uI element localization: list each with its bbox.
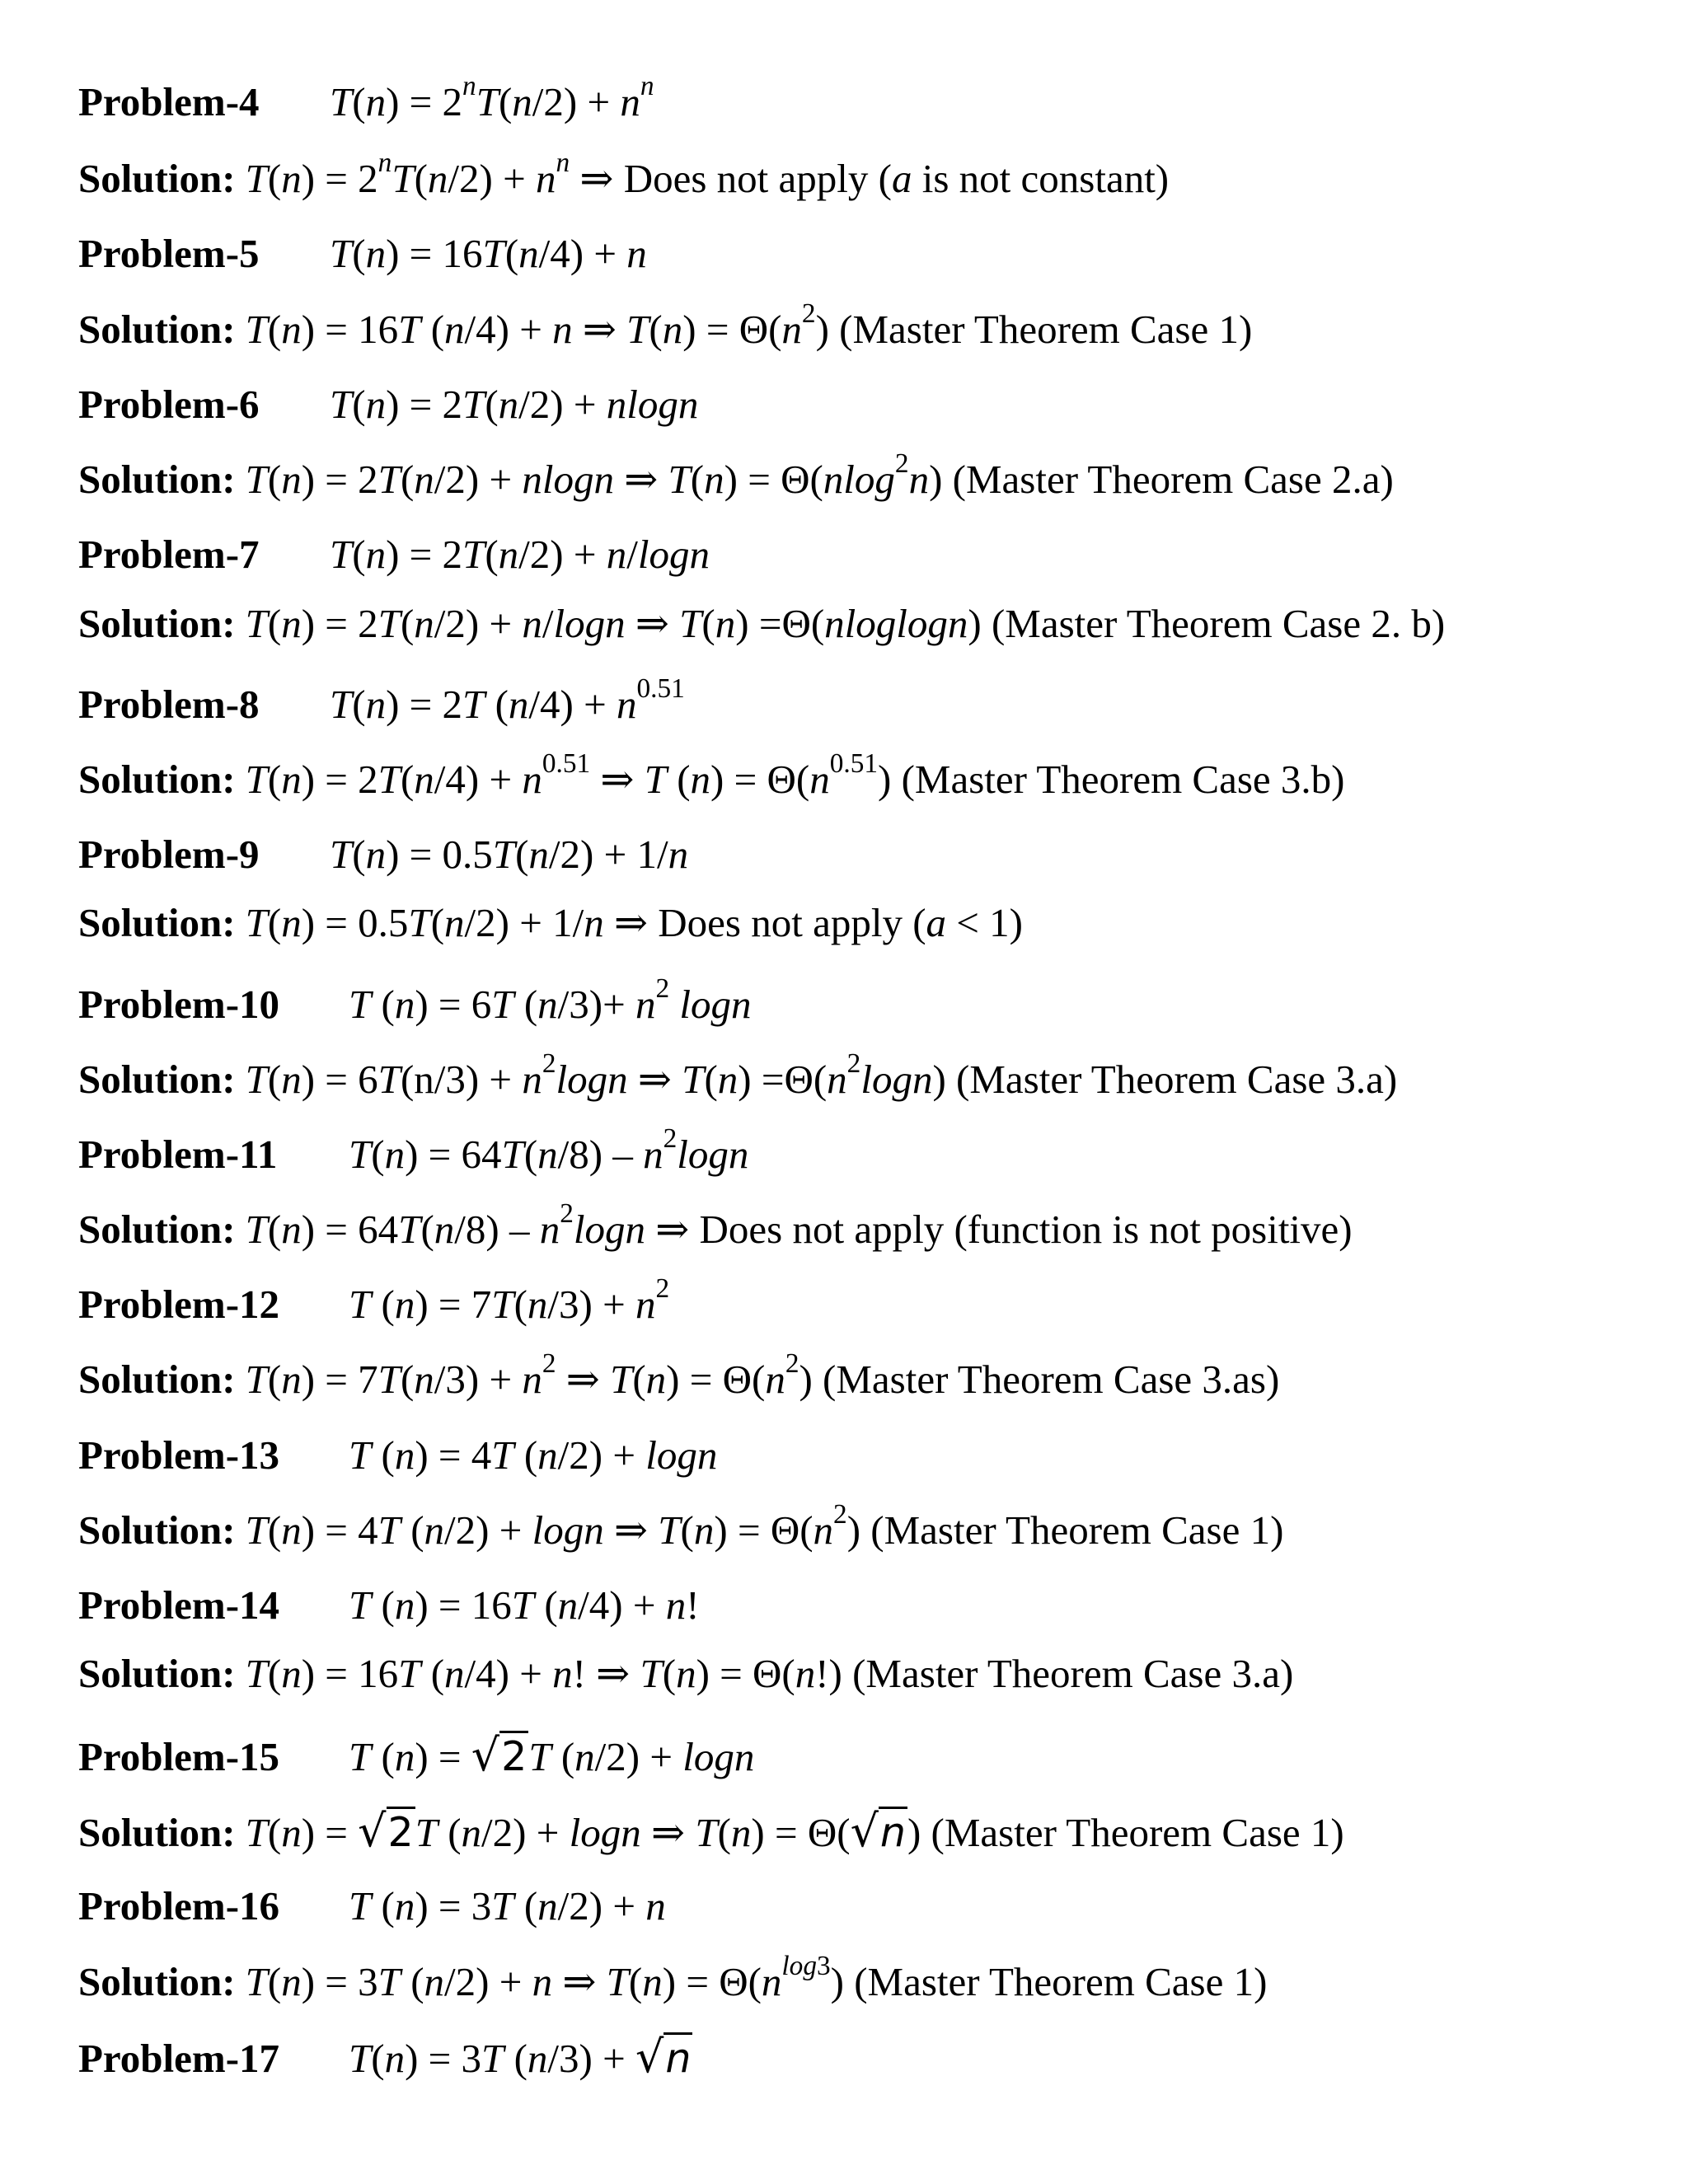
solution-label: Solution:: [78, 1357, 236, 1402]
solution-label: Solution:: [78, 1959, 236, 2004]
problem-label: Problem-4: [78, 79, 260, 124]
solution-13-line: Solution: T(n) = 4T (n/2) + logn ⇒ $T(n) = \Theta(n^2)$ (Master Theorem Case 1): [78, 1499, 1284, 1553]
problem-label: Problem-6: [78, 382, 260, 427]
sqrt-symbol: √2: [471, 1729, 528, 1781]
problem-6-line: [78, 380, 698, 429]
solution-8-line: Solution: $T(n) = 2T(n/4) + n^{0.51}$ ⇒ T $(n) = \Theta(n^{0.51})$ (Master Theorem Case 3.b): [78, 748, 1345, 802]
solution-note: (Master Theorem Case 2.a): [952, 457, 1394, 502]
solution-label: Solution:: [78, 1651, 236, 1696]
problem-label: Problem-16: [78, 1883, 280, 1929]
problem-equation: T(n) = 0.5T(n/2) + 1/n: [330, 832, 689, 877]
problem-equation: $T(n) = 64T(n/8) - n^2\log n$: [349, 1123, 749, 1177]
sqrt-symbol: √2: [358, 1805, 414, 1857]
solution-note: Does not apply (: [658, 900, 926, 945]
problem-equation: T(n) = 2T(n/2) + n/logn: [330, 532, 710, 577]
problem-label: Problem-14: [78, 1582, 280, 1628]
problem-4-line: [78, 71, 654, 127]
problem-label: Problem-15: [78, 1734, 280, 1779]
problem-label: Problem-11: [78, 1132, 278, 1177]
problem-15-line: [78, 1731, 754, 1782]
solution-label: Solution:: [78, 900, 236, 945]
solution-16-line: Solution: T(n) = 3T (n/2) + n ⇒ $T(n) = \Theta(n^{log3})$ (Master Theorem Case 1): [78, 1951, 1268, 2004]
solution-note: (Master Theorem Case 3.as): [823, 1357, 1280, 1402]
solution-note: (Master Theorem Case 1): [870, 1507, 1284, 1553]
solution-note-tail: is not constant): [912, 156, 1170, 201]
problem-equation: T (n) = 3T (n/2) + n: [349, 1883, 666, 1929]
solution-4-line: Solution: $T(n) = 2^nT(n/2) + n^n$ ⇒ Does not apply (a is not constant): [78, 148, 1170, 201]
solution-12-line: Solution: $T(n) = 7T(n/3) + n^2$ ⇒ $T(n) = \Theta(n^2)$ (Master Theorem Case 3.as): [78, 1348, 1280, 1402]
solution-5-line: Solution: T(n) = 16T (n/4) + n ⇒ $T(n) = \Theta(n^2)$ (Master Theorem Case 1): [78, 298, 1253, 352]
problem-13-line: [78, 1431, 717, 1480]
problem-label: Problem-12: [78, 1282, 280, 1327]
sqrt-symbol: √n: [635, 2031, 692, 2083]
solution-label: Solution:: [78, 1057, 236, 1102]
problem-5-line: [78, 229, 647, 279]
problem-equation: T (n) = √2T (n/2) + logn: [349, 1729, 755, 1781]
problem-equation: T (n) = 6T $(n/3)+ n^2$ logn: [349, 973, 752, 1027]
problem-12-line: [78, 1273, 670, 1329]
problem-equation: T (n) = 4T (n/2) + logn: [349, 1432, 718, 1478]
problem-equation: T (n) = 16T (n/4) + n!: [349, 1582, 700, 1628]
problem-label: Problem-5: [78, 231, 260, 276]
solution-label: Solution:: [78, 307, 236, 352]
solution-label: Solution:: [78, 457, 236, 502]
problem-8-line: [78, 673, 685, 729]
solution-note: (Master Theorem Case 3.a): [956, 1057, 1398, 1102]
solution-note: (Master Theorem Case 3.a): [852, 1651, 1294, 1696]
problem-label: Problem-10: [78, 982, 280, 1027]
solution-note: (Master Theorem Case 3.b): [901, 757, 1345, 802]
solution-note-tail: < 1): [946, 900, 1023, 945]
sqrt-symbol: √n: [850, 1805, 906, 1857]
problem-11-line: [78, 1123, 749, 1179]
problem-equation: T(n) = 3T (n/3) + √n: [349, 2031, 692, 2083]
problem-10-line: [78, 973, 752, 1029]
problem-equation: T(n) = 2T(n/2) + nlogn: [330, 382, 699, 427]
solution-note: (Master Theorem Case 1): [931, 1810, 1344, 1855]
solution-note: Does not apply (: [623, 156, 892, 201]
problem-equation: $T(n) = 2^nT(n/2) + n^n$: [330, 71, 654, 124]
solution-label: Solution:: [78, 1810, 236, 1855]
solution-note: Does not apply (function is not positive): [699, 1207, 1353, 1252]
solution-label: Solution:: [78, 1507, 236, 1553]
problem-14-line: [78, 1581, 700, 1630]
problem-equation: T(n) = 16T(n/4) + n: [330, 231, 647, 276]
solution-label: Solution:: [78, 1207, 236, 1252]
problem-label: Problem-13: [78, 1432, 280, 1478]
solution-10-line: Solution: $T(n) = 6T(n/3) + n^2\log n$ ⇒ $T(n) =\Theta(n^2\log n)$ (Master Theorem Case 3.a): [78, 1048, 1398, 1102]
problem-7-line: [78, 530, 710, 579]
solution-7-line: Solution: T(n) = 2T(n/2) + n/logn ⇒ T(n) =Θ(nloglogn) (Master Theorem Case 2. b): [78, 601, 1446, 646]
solution-14-line: Solution: T(n) = 16T (n/4) + n! ⇒ T(n) = Θ(n!) (Master Theorem Case 3.a): [78, 1651, 1294, 1696]
problem-16-line: [78, 1882, 666, 1931]
solution-9-line: Solution: T(n) = 0.5T(n/2) + 1/n ⇒ Does not apply (a < 1): [78, 900, 1023, 945]
problem-label: Problem-17: [78, 2036, 280, 2081]
solution-6-line: Solution: T(n) = 2T(n/2) + nlogn ⇒ T(n) = Θ(nlog$^2$n) (Master Theorem Case 2.a): [78, 448, 1394, 502]
solution-note: (Master Theorem Case 1): [854, 1959, 1268, 2004]
solution-15-line: Solution: T(n) = √2T (n/2) + logn ⇒ T(n) = Θ(√n) (Master Theorem Case 1): [78, 1805, 1344, 1857]
solution-label: Solution:: [78, 156, 236, 201]
solution-11-line: Solution: $T(n) = 64T(n/8) - n^2\log n$ ⇒ Does not apply (function is not positive): [78, 1198, 1353, 1252]
problem-equation: T(n) = 2T $(n/4) + n^{0.51}$: [330, 673, 685, 727]
solution-note: (Master Theorem Case 2. b): [991, 601, 1446, 646]
solution-note: (Master Theorem Case 1): [839, 307, 1253, 352]
problem-label: Problem-9: [78, 832, 260, 877]
problem-17-line: [78, 2032, 692, 2083]
problem-equation: T $(n) = 7T(n/3) + n^2$: [349, 1273, 670, 1327]
problem-9-line: [78, 830, 688, 879]
solution-label: Solution:: [78, 757, 236, 802]
problem-label: Problem-7: [78, 532, 260, 577]
solution-label: Solution:: [78, 601, 236, 646]
problem-label: Problem-8: [78, 682, 260, 727]
